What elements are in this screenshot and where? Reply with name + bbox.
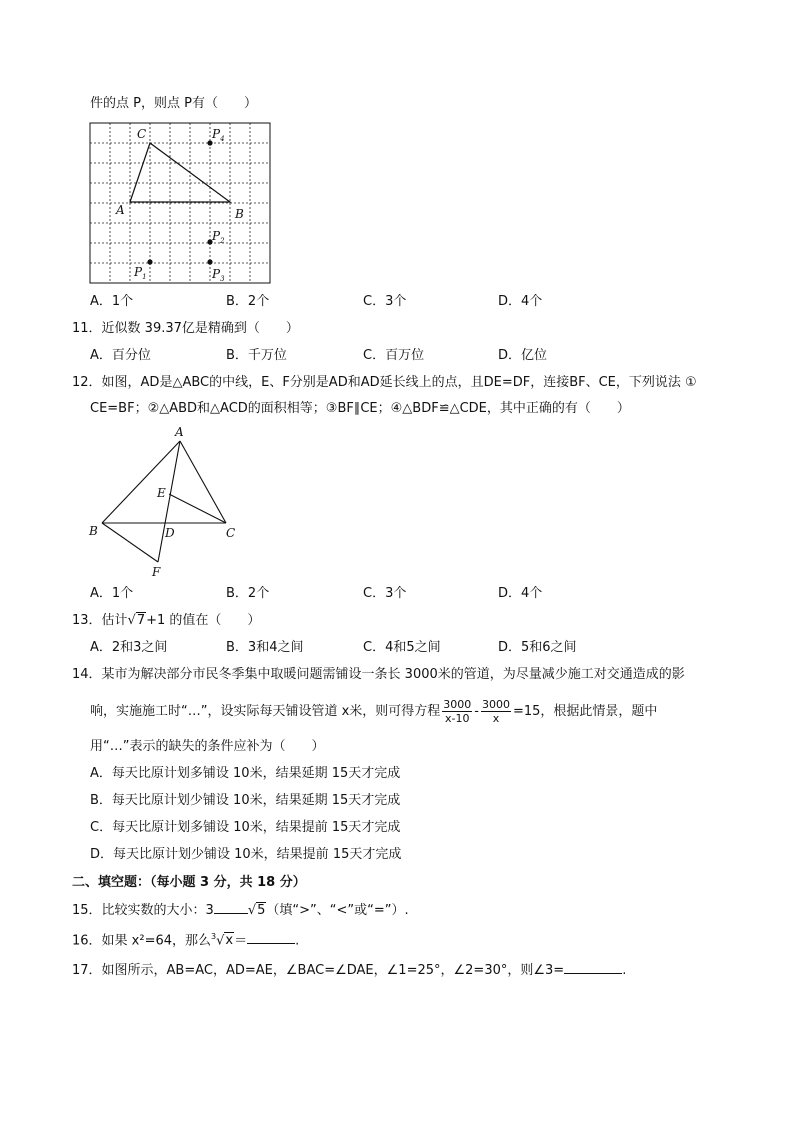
q11-option-b[interactable]: B．千万位 bbox=[226, 348, 287, 363]
q15-answer-blank[interactable] bbox=[214, 901, 248, 914]
q16-stem: 16．如果 x²=64，那么$^3$√x＝ . bbox=[72, 932, 300, 949]
q14-option-b[interactable]: B．每天比原计划少铺设 10米，结果延期 15天才完成 bbox=[90, 793, 401, 808]
q14-option-c[interactable]: C．每天比原计划多铺设 10米，结果提前 15天才完成 bbox=[90, 820, 401, 835]
label-c: C bbox=[137, 127, 147, 141]
label-p2: $P_2$ bbox=[212, 229, 225, 245]
sqrt-symbol: √ bbox=[247, 903, 257, 918]
q17-stem: 17．如图所示，AB=AC，AD=AE，∠BAC=∠DAE，∠1=25°，∠2=30°，则∠3= . bbox=[72, 963, 627, 978]
q14-option-d[interactable]: D．每天比原计划少铺设 10米，结果提前 15天才完成 bbox=[90, 847, 402, 862]
q14-stem-line2: 响，实施施工时“…”，设实际每天铺设管道 x米，则可得方程 $\frac{3000}{x-10}$ - $\frac{3000}{x}$ =15，根据此情景，题中 bbox=[90, 698, 658, 725]
q11-option-d[interactable]: D．亿位 bbox=[498, 348, 548, 363]
q11-stem: 11．近似数 39.37亿是精确到（ ） bbox=[72, 321, 299, 336]
q11-option-c[interactable]: C．百万位 bbox=[363, 348, 425, 363]
label-p1: $P_1$ bbox=[134, 265, 147, 281]
label-a: A bbox=[175, 425, 184, 439]
label-p3: $P_3$ bbox=[212, 267, 225, 283]
point-p1 bbox=[147, 259, 152, 264]
q13-radicand: 7 bbox=[136, 613, 146, 628]
q10-option-b[interactable]: B．2个 bbox=[226, 294, 270, 309]
label-b: B bbox=[235, 207, 244, 221]
q13-option-c[interactable]: C．4和5之间 bbox=[363, 640, 441, 655]
q12-option-b[interactable]: B．2个 bbox=[226, 586, 270, 601]
q15-stem: 15．比较实数的大小：3 √5（填“>”、“<”或“=”）. bbox=[72, 903, 409, 918]
q12-option-c[interactable]: C．3个 bbox=[363, 586, 407, 601]
q14-fraction-2: $\frac{3000}{x}$ bbox=[482, 698, 510, 725]
q11-option-a[interactable]: A．百分位 bbox=[90, 348, 151, 363]
q13-stem: 13．估计√7+1 的值在（ ） bbox=[72, 613, 261, 628]
q16-answer-blank[interactable] bbox=[247, 931, 295, 944]
sqrt-symbol: √ bbox=[127, 613, 136, 628]
label-p4: $P_4$ bbox=[212, 127, 225, 143]
section-fill-in-title: 二、填空题：（每小题 3 分，共 18 分） bbox=[72, 875, 306, 890]
point-p3 bbox=[207, 259, 212, 264]
q12-stem-line1: 12．如图，AD是△ABC的中线，E、F分别是AD和AD延长线上的点，且DE=DF，连接BF、CE，下列说法 ① bbox=[72, 375, 697, 390]
q12-triangle-figure bbox=[86, 424, 246, 582]
q10-option-a[interactable]: A．1个 bbox=[90, 294, 134, 309]
q10-option-c[interactable]: C．3个 bbox=[363, 294, 407, 309]
q12-stem-line2: CE=BF；②△ABD和△ACD的面积相等；③BF∥CE；④△BDF≌△CDE，其中正确的有（ ） bbox=[90, 401, 630, 416]
point-p4 bbox=[207, 140, 212, 145]
q12-option-a[interactable]: A．1个 bbox=[90, 586, 134, 601]
q14-stem-line3: 用“…”表示的缺失的条件应补为（ ） bbox=[90, 739, 325, 754]
label-c: C bbox=[226, 526, 236, 540]
q14-option-a[interactable]: A．每天比原计划多铺设 10米，结果延期 15天才完成 bbox=[90, 766, 401, 781]
q12-option-d[interactable]: D．4个 bbox=[498, 586, 543, 601]
label-b: B bbox=[89, 524, 98, 538]
q13-option-a[interactable]: A．2和3之间 bbox=[90, 640, 168, 655]
q13-option-b[interactable]: B．3和4之间 bbox=[226, 640, 304, 655]
sqrt-symbol: √ bbox=[216, 933, 225, 949]
q13-option-d[interactable]: D．5和6之间 bbox=[498, 640, 577, 655]
label-a: A bbox=[116, 203, 125, 217]
label-d: D bbox=[165, 526, 175, 540]
q10-stem-end: 件的点 P，则点 P有（ ） bbox=[90, 96, 257, 111]
q17-answer-blank[interactable] bbox=[564, 961, 622, 974]
triangle-abc bbox=[130, 143, 230, 202]
q14-fraction-1: $\frac{3000}{x-10}$ bbox=[443, 698, 472, 725]
q14-stem-line1: 14．某市为解决部分市民冬季集中取暖问题需铺设一条长 3000米的管道，为尽量减少施工对交通造成的影 bbox=[72, 667, 685, 682]
q10-option-d[interactable]: D．4个 bbox=[498, 294, 543, 309]
q10-grid-figure bbox=[88, 120, 274, 288]
label-e: E bbox=[157, 486, 166, 500]
label-f: F bbox=[152, 565, 161, 579]
